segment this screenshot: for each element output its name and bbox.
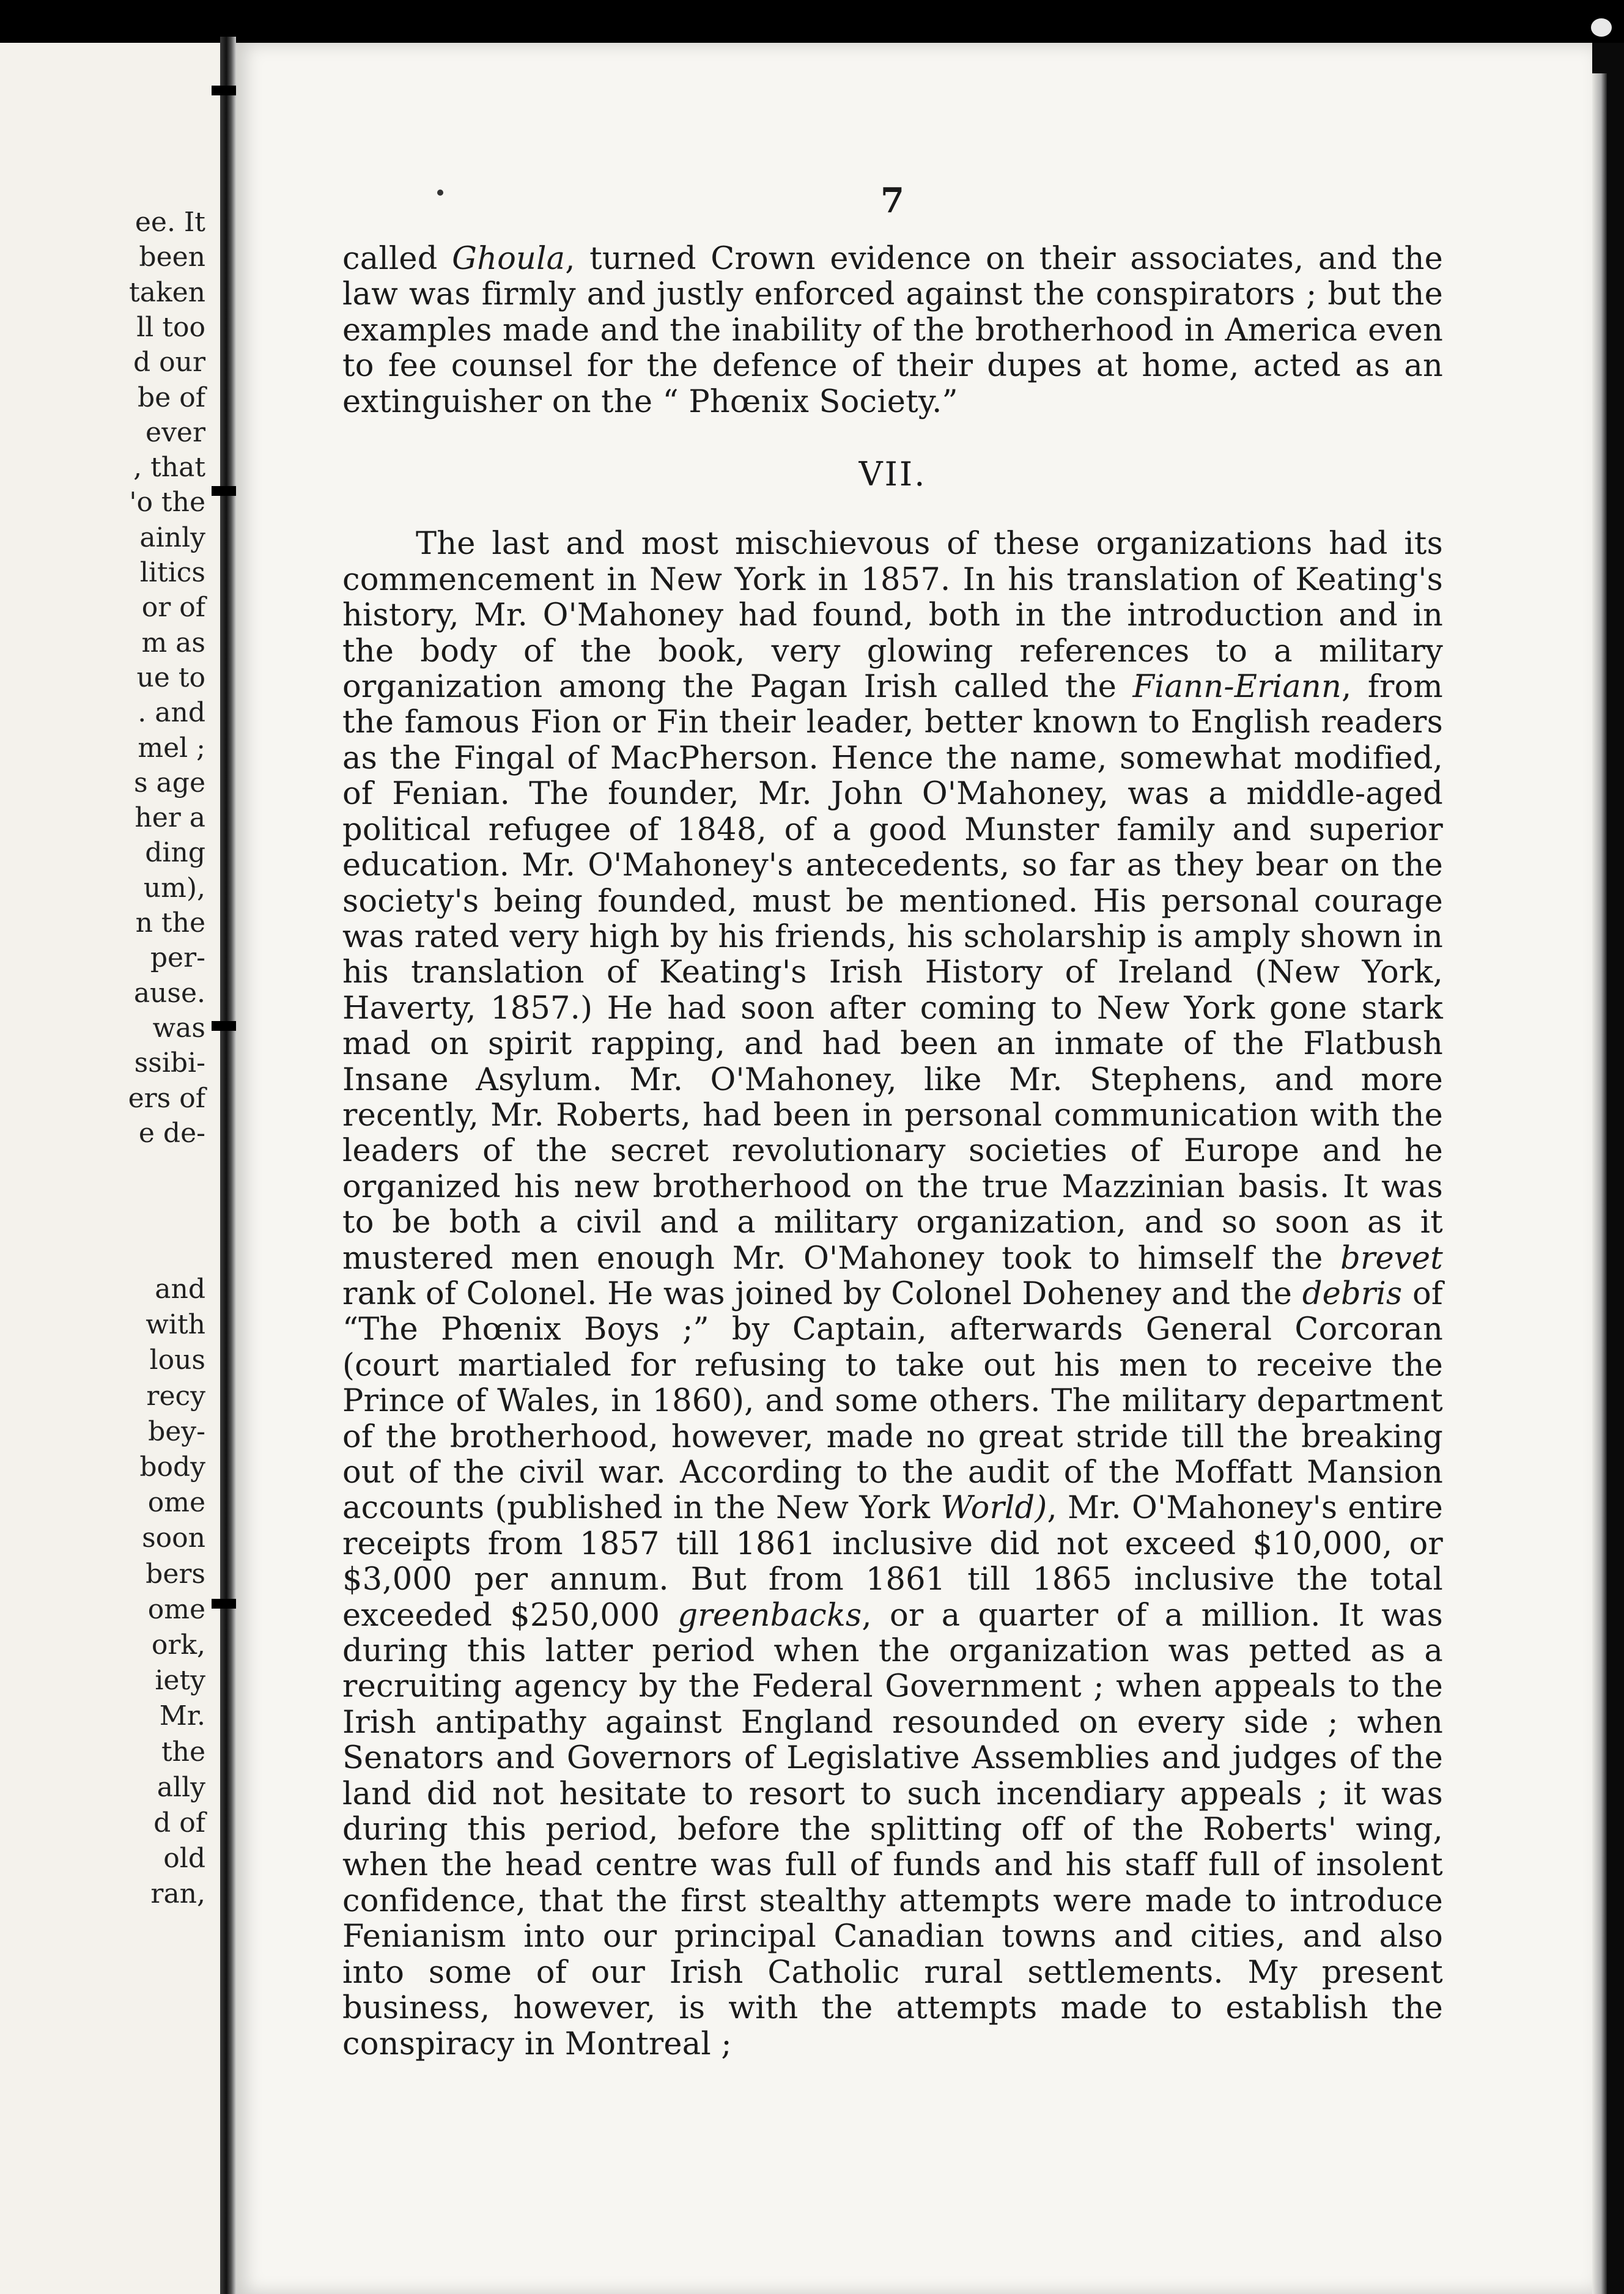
facing-page-line: ers of xyxy=(128,1082,205,1114)
facing-page-line: . and xyxy=(138,697,205,729)
facing-page-line: been xyxy=(139,242,205,273)
facing-page-line: mel ; xyxy=(138,732,205,764)
facing-page-line: ainly xyxy=(139,522,205,553)
facing-page-fragment xyxy=(0,43,225,2294)
facing-page-line: ally xyxy=(157,1771,205,1803)
facing-page-line: be of xyxy=(138,382,205,413)
facing-page-line: with xyxy=(146,1309,205,1341)
section-heading: VII. xyxy=(858,455,927,494)
facing-page-line: ee. It xyxy=(135,207,205,238)
facing-page-line: per- xyxy=(150,942,205,974)
italic-term: brevet xyxy=(1340,1240,1443,1277)
facing-page-line: ding xyxy=(145,837,205,869)
facing-page-line: ue to xyxy=(136,662,205,693)
facing-page-line: n the xyxy=(135,907,205,939)
facing-page-line: ll too xyxy=(136,311,205,343)
scan-speck xyxy=(437,190,443,196)
facing-page-line: 'o the xyxy=(129,487,205,518)
binding-mark xyxy=(212,86,236,95)
facing-page-line: ran, xyxy=(150,1878,205,1910)
scan-dust xyxy=(1591,18,1612,37)
facing-page-line: s age xyxy=(133,767,205,798)
scanner-top-border xyxy=(0,0,1624,43)
page-number: 7 xyxy=(880,180,904,221)
facing-page-line: m as xyxy=(141,627,205,658)
italic-term: greenbacks xyxy=(677,1597,862,1634)
facing-page-line: bers xyxy=(146,1558,205,1590)
paragraph: The last and most mischievous of these organizations had its commencement in New York in 1857. In his translation of Keating's history, Mr. O'Mahoney had found, both in the introduction and in the body of the book, very glowing references to a military organization among the Pagan Irish called the Fiann-Eriann, from the famous Fion or Fin their leader, better known to English readers as the Fingal of MacPherson. Hence the name, somewhat modified, of Fenian. The founder, Mr. John O'Mahoney, was a middle-aged political refugee of 1848, of a good Munster family and superior education. Mr. O'Mahoney's antecedents, so far as they bear on the society's being founded, must be mentioned. His personal courage was rated very high by his friends, his scholarship is amply shown in his translation of Keating's Irish History of Ireland (New York, Haverty, 1857.) He had soon after coming to New York gone stark mad on spirit rapping, and had been an inmate of the Flatbush Insane Asylum. Mr. O'Mahoney, like Mr. Stephens, and more recently, Mr. Roberts, had been in personal communication with the leaders of the secret revolutionary societies of Europe and he organized his new brotherhood on the true Mazzinian basis. It was to be both a civil and a military organization, and so soon as it mustered men enough Mr. O'Mahoney took to himself the brevet rank of Colonel. He was joined by Colonel Doheney and the debris of “The Phœnix Boys ;” by Captain, afterwards General Corcoran (court martialed for refusing to take out his men to receive the Prince of Wales, in 1860), and some others. The military department of the brotherhood, however, made no great stride till the breaking out of the civil war. According to the audit of the Moffatt Mansion accounts (published in the New York World), Mr. O'Mahoney's entire receipts from 1857 till 1861 inclusive did not exceed $10,000, or $3,000 per annum. But from 1861 till 1865 inclusive the total exceeded $250,000 greenbacks, or a quarter of a million. It was during this latter period when the organization was petted as a recruiting agency by the Federal Government ; when appeals to the Irish antipathy against England resounded on every side ; when Senators and Governors of Legislative Assemblies and judges of the land did not hesitate to resort to such incendiary appeals ; it was during this period, before the splitting off of the Roberts' wing, when the head centre was full of funds and his staff full of insolent confidence, that the first stealthy attempts were made to introduce Fenianism into our principal Canadian towns and cities, and also into some of our Irish Catholic rural settlements. My present business, however, is with the attempts made to establish the conspiracy in Montreal ; xyxy=(342,526,1444,2062)
binding-mark xyxy=(212,1599,236,1609)
facing-page-line: ssibi- xyxy=(134,1047,205,1079)
facing-page-line: d our xyxy=(133,347,205,378)
facing-page-line: um), xyxy=(143,872,205,904)
binding-mark xyxy=(212,1021,236,1031)
facing-page-line: , that xyxy=(133,452,205,484)
facing-page-line: the xyxy=(161,1736,205,1768)
facing-page-line: taken xyxy=(129,276,205,308)
facing-page-line: body xyxy=(139,1451,205,1483)
facing-page-line: Mr. xyxy=(159,1700,205,1732)
facing-page-line: ever xyxy=(146,416,205,448)
paragraph-continuation: called Ghoula, turned Crown evidence on their associates, and the law was firmly and justly enforced against the conspirators ; but the examples made and the inability of the brotherhood in America even to fee counsel for the defence of their dupes at home, acted as an extinguisher on the “ Phœnix Society.” xyxy=(342,241,1444,420)
facing-page-line: ome xyxy=(147,1487,205,1519)
binding-mark xyxy=(212,486,236,496)
facing-page-line: or of xyxy=(141,592,205,624)
facing-page-line: her a xyxy=(135,802,205,834)
facing-page-line: soon xyxy=(142,1522,205,1554)
facing-page-line: litics xyxy=(139,557,205,588)
italic-term: World) xyxy=(940,1490,1047,1527)
facing-page-line: iety xyxy=(155,1665,205,1697)
facing-page-line: recy xyxy=(146,1380,205,1412)
facing-page-line: ause. xyxy=(133,977,205,1009)
facing-page-line: ome xyxy=(147,1593,205,1625)
page-edge xyxy=(1592,73,1607,2294)
facing-page-line: d of xyxy=(153,1807,205,1839)
facing-page-line: lous xyxy=(149,1344,205,1376)
italic-term: debris xyxy=(1302,1275,1403,1312)
facing-page-line: e de- xyxy=(138,1117,205,1149)
facing-page-line: and xyxy=(155,1274,205,1305)
italic-term: Fiann-Eriann xyxy=(1132,669,1342,706)
facing-page-line: old xyxy=(163,1843,205,1875)
page-binding xyxy=(220,37,236,2294)
facing-page-line: ork, xyxy=(151,1629,205,1661)
italic-term: Ghoula xyxy=(452,241,566,277)
facing-page-line: was xyxy=(152,1012,205,1044)
body-text xyxy=(342,242,1443,2062)
facing-page-line: bey- xyxy=(148,1415,205,1447)
